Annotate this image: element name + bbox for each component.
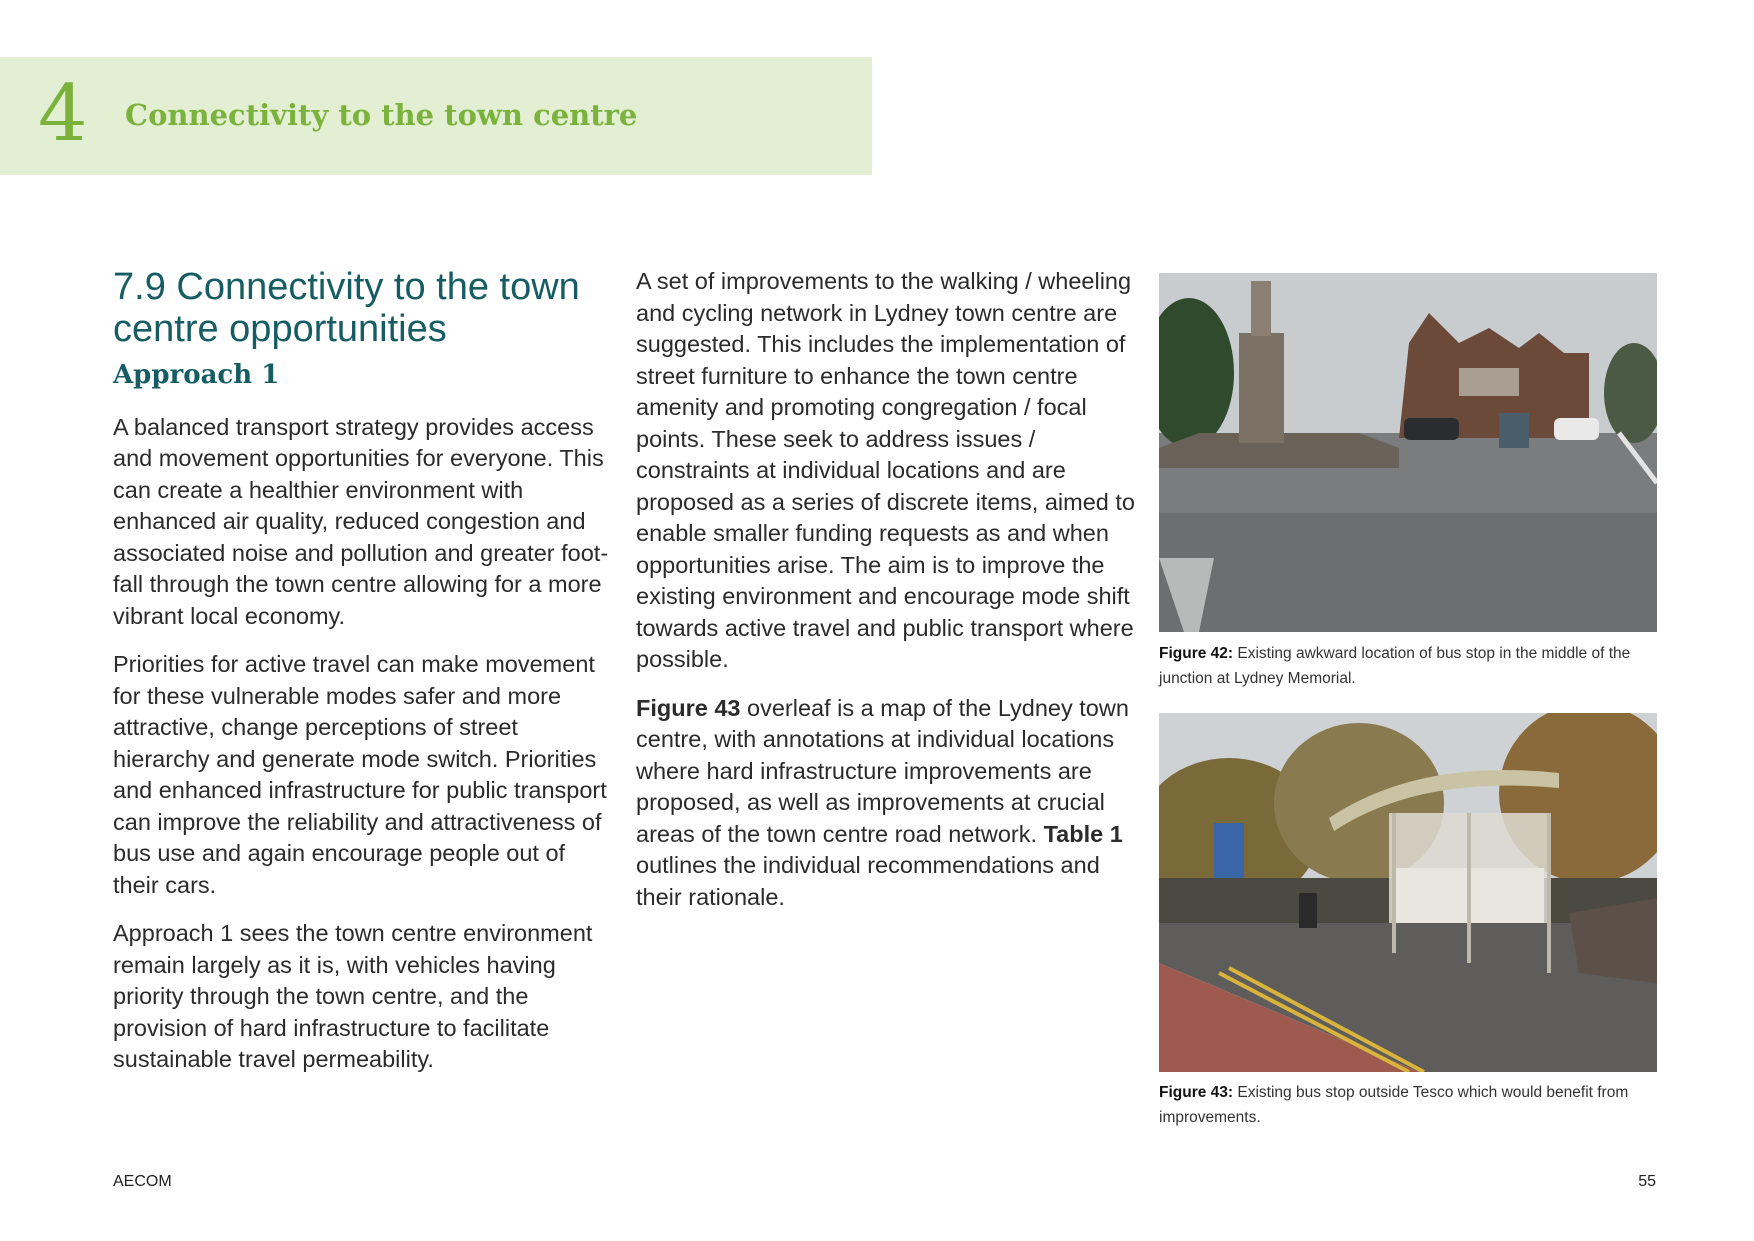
caption-text: Existing bus stop outside Tesco which would benefit from improvements. [1159, 1084, 1629, 1126]
paragraph: A set of improvements to the walking / wheeling and cycling network in Lydney town centre are suggested. This includes the implementation of street furniture to enhance the town centre amenity and promoting congregation / focal points. These seek to address issues / constraints at individual locations and are proposed as a series of discrete items, aimed to enable smaller funding requests as and when opportunities arise. The aim is to improve the existing environment and encourage mode shift towards active travel and public transport where possible. [636, 268, 1135, 672]
left-column [113, 266, 613, 1093]
section-title: 7.9 Connectivity to the town centre opportunities [113, 266, 580, 350]
chapter-number: 4 [38, 69, 88, 159]
figure-caption [1159, 1080, 1659, 1130]
page-number: 55 [1638, 1173, 1656, 1190]
paragraph: Approach 1 sees the town centre environment remain largely as it is, with vehicles having priority through the town centre, and the provision of hard infrastructure to facilitate sustainable travel permeability. [113, 920, 593, 1072]
photo-tesco-bus-stop [1159, 713, 1657, 1072]
figure-label: Figure 43: [1159, 1084, 1234, 1101]
figure-caption [1159, 641, 1659, 691]
middle-column [636, 266, 1136, 930]
caption-text: Existing awkward location of bus stop in the middle of the junction at Lydney Memorial. [1159, 645, 1631, 687]
paragraph-text: outlines the individual recommendations and their rationale. [636, 852, 1100, 910]
chapter-title: Connectivity to the town centre [125, 98, 638, 132]
footer-company: AECOM [113, 1173, 172, 1190]
figure-label: Figure 42: [1159, 645, 1234, 662]
photo-lydney-memorial [1159, 273, 1657, 632]
paragraph: A balanced transport strategy provides access and movement opportunities for everyone. This can create a healthier environment with enhanced air quality, reduced congestion and associated noise and pollution and greater foot-fall through the town centre allowing for a more vibrant local economy. [113, 413, 609, 629]
figure-reference: Figure 43 [636, 694, 741, 721]
paragraph [636, 693, 1136, 914]
approach-heading: Approach 1 [113, 360, 280, 390]
paragraph-text: overleaf is a map of the Lydney town centre, with annotations at individual locations where hard infrastructure improvements are proposed, as well as improvements at crucial areas of the town centre road network. [636, 694, 1129, 847]
paragraph: Priorities for active travel can make movement for these vulnerable modes safer and more attractive, change perceptions of street hierarchy and generate mode switch. Priorities and enhanced infrastructure for public transport can improve the reliability and attractiveness of bus use and again encourage people out of their cars. [113, 651, 607, 898]
table-reference: Table 1 [1043, 820, 1123, 847]
